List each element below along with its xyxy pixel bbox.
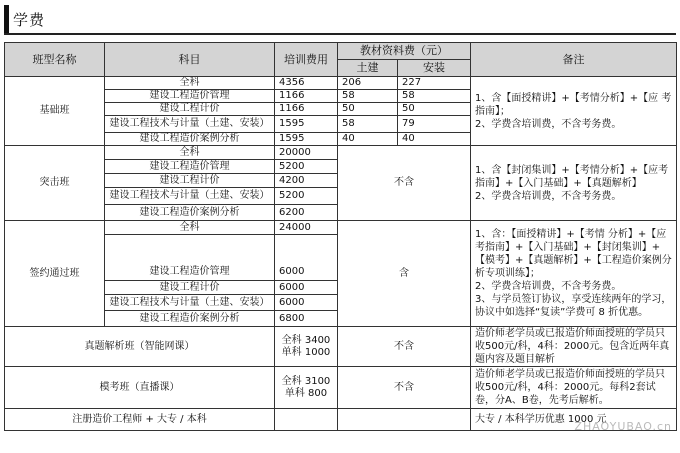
watermark: ZHAOYUBAO.cn xyxy=(574,420,672,433)
install-fee-cell: 50 xyxy=(398,103,471,116)
class-name-cell: 基础班 xyxy=(5,77,105,146)
material-fee-cell: 不含 xyxy=(338,367,471,409)
header-civil: 土建 xyxy=(338,60,398,77)
fee-cell: 6000 xyxy=(275,235,338,281)
header-material-fee: 教材资料费（元） xyxy=(338,43,471,60)
civil-fee-cell: 40 xyxy=(338,133,398,146)
title-marker xyxy=(4,5,9,33)
fee-cell: 1166 xyxy=(275,103,338,116)
note-cell: 造价师老学员或已报造价师面授班的学员只收500元/科，4科：2000元。每科2套试卷，分A、B卷，先考后解析。 xyxy=(471,367,677,409)
header-training-fee: 培训费用 xyxy=(275,43,338,77)
note-cell: 1、含【面授精讲】+【考情分析】+【应 考指南】； 2、学费含培训费，不含考务费。 xyxy=(471,77,677,146)
subject-cell: 全科 xyxy=(105,146,275,160)
subject-cell: 建设工程技术与计量（土建、安装） xyxy=(105,116,275,133)
note-cell: 1、含：【面授精讲】+【考情 分析】+【应考指南】+【入门基础】+【封闭集训】+【模考】+【真题解析】+【工程造价案例分析专项训练】； 2、学费含培训费，不含考务费。 3、与学员签订协议，享受连续两年的学习，协议中如选择“复读”学费可 8 折优惠。 xyxy=(471,221,677,327)
fee-cell: 1595 xyxy=(275,116,338,133)
fee-cell: 6800 xyxy=(275,311,338,327)
install-fee-cell: 227 xyxy=(398,77,471,90)
subject-cell: 建设工程计价 xyxy=(105,103,275,116)
install-fee-cell: 79 xyxy=(398,116,471,133)
subject-cell: 建设工程计价 xyxy=(105,281,275,295)
fee-cell: 24000 xyxy=(275,221,338,235)
subject-cell: 建设工程技术与计量（土建、安装） xyxy=(105,188,275,205)
page-title xyxy=(4,5,45,33)
subject-cell: 建设工程计价 xyxy=(105,174,275,188)
table-row xyxy=(5,146,677,160)
class-name-cell: 签约通过班 xyxy=(5,221,105,327)
civil-fee-cell: 58 xyxy=(338,90,398,103)
subject-cell: 全科 xyxy=(105,221,275,235)
subject-cell: 建设工程造价管理 xyxy=(105,160,275,174)
fee-single: 单科 800 xyxy=(284,387,328,399)
install-fee-cell: 58 xyxy=(398,90,471,103)
subject-cell: 建设工程造价案例分析 xyxy=(105,133,275,146)
table-row xyxy=(5,327,677,367)
table-row xyxy=(5,367,677,409)
header-subject: 科目 xyxy=(105,43,275,77)
special-class-name-cell: 注册造价工程师 + 大专 / 本科 xyxy=(5,409,275,431)
subject-cell: 全科 xyxy=(105,77,275,90)
special-class-name-cell: 模考班（直播课） xyxy=(5,367,275,409)
note-cell: 1、含【封闭集训】+【考情分析】+【应考指南】+【入门基础】+【真题解析】 2、学费含培训费，不含考务费。 xyxy=(471,146,677,221)
table-row xyxy=(5,77,677,90)
civil-fee-cell: 58 xyxy=(338,116,398,133)
fee-cell: 4356 xyxy=(275,77,338,90)
subject-cell: 建设工程造价案例分析 xyxy=(105,205,275,221)
fee-cell: 6000 xyxy=(275,295,338,311)
material-fee-cell: 不含 xyxy=(338,327,471,367)
fee-cell xyxy=(275,409,338,431)
subject-cell: 建设工程造价案例分析 xyxy=(105,311,275,327)
material-fee-cell: 含 xyxy=(338,221,471,327)
fee-cell: 6000 xyxy=(275,281,338,295)
subject-cell: 建设工程造价管理 xyxy=(105,90,275,103)
header-class-name: 班型名称 xyxy=(5,43,105,77)
fee-cell: 1595 xyxy=(275,133,338,146)
tuition-table xyxy=(4,42,677,431)
fee-single: 单科 1000 xyxy=(281,346,331,358)
header-note: 备注 xyxy=(471,43,677,77)
civil-fee-cell: 50 xyxy=(338,103,398,116)
note-cell: 造价师老学员或已报造价师面授班的学员只收500元/科，4科：2000元。包含近两年真题内容及题目解析 xyxy=(471,327,677,367)
material-fee-cell xyxy=(338,409,471,431)
table-row xyxy=(5,221,677,235)
title-divider xyxy=(4,33,676,35)
title-text: 学费 xyxy=(13,10,46,29)
fee-cell: 1166 xyxy=(275,90,338,103)
fee-full: 全科 3400 xyxy=(281,334,331,346)
fee-cell xyxy=(275,367,338,409)
fee-cell: 20000 xyxy=(275,146,338,160)
install-fee-cell: 40 xyxy=(398,133,471,146)
subject-cell: 建设工程造价管理 xyxy=(105,235,275,281)
subject-cell: 建设工程技术与计量（土建、安装） xyxy=(105,295,275,311)
header-install: 安装 xyxy=(398,60,471,77)
note-cell: 大专 / 本科学历优惠 1000 元 xyxy=(471,409,677,431)
fee-cell: 5200 xyxy=(275,188,338,205)
class-name-cell: 突击班 xyxy=(5,146,105,221)
fee-cell: 4200 xyxy=(275,174,338,188)
civil-fee-cell: 206 xyxy=(338,77,398,90)
fee-cell xyxy=(275,327,338,367)
fee-cell: 6200 xyxy=(275,205,338,221)
special-class-name-cell: 真题解析班（智能网课） xyxy=(5,327,275,367)
material-fee-cell: 不含 xyxy=(338,146,471,221)
fee-full: 全科 3100 xyxy=(281,375,331,387)
fee-cell: 5200 xyxy=(275,160,338,174)
